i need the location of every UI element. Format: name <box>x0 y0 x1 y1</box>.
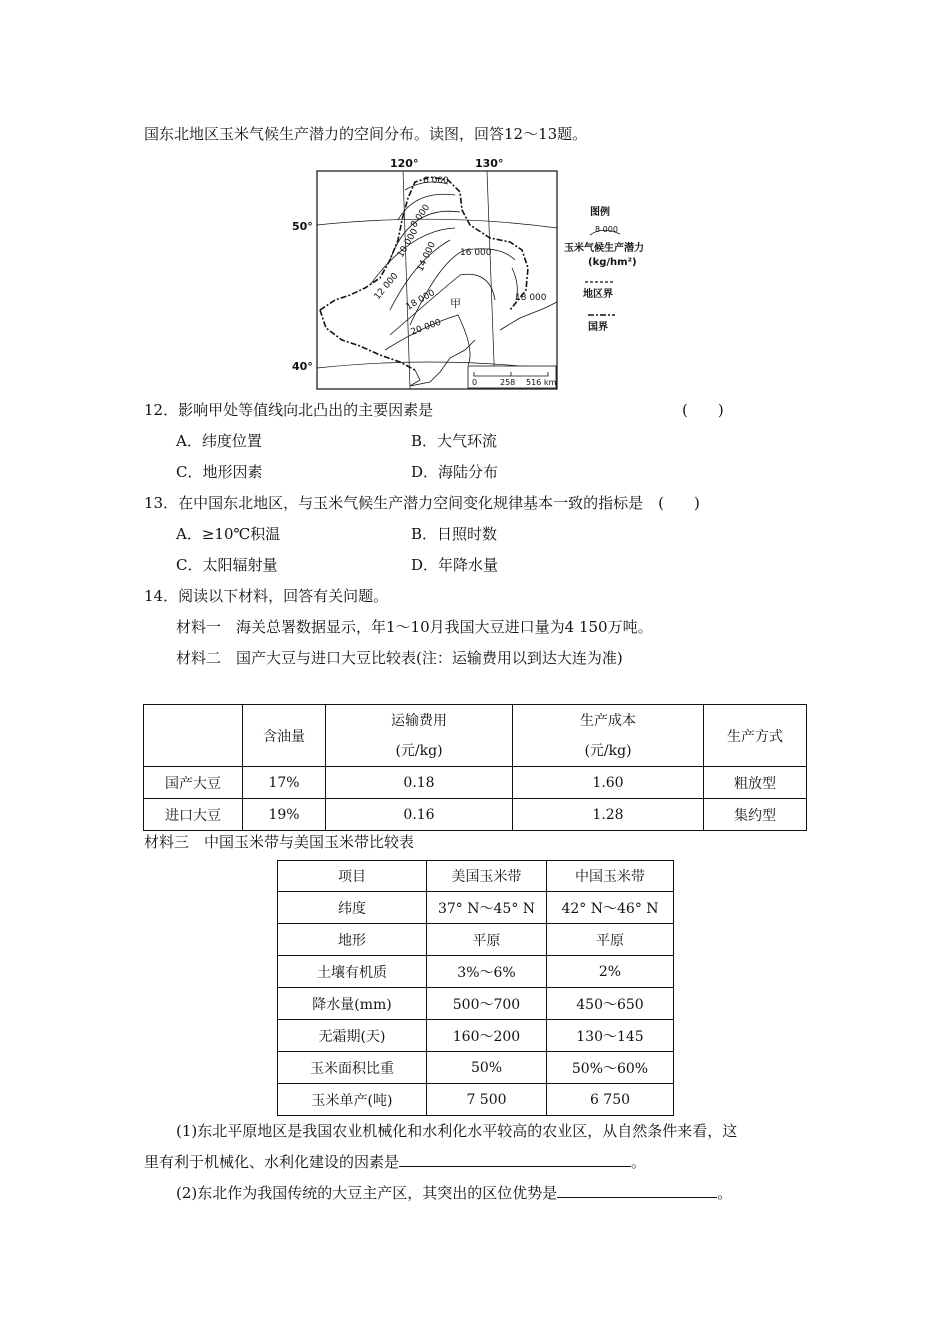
answer-blank-1[interactable] <box>399 1166 631 1167</box>
material-2: 材料二 国产大豆与进口大豆比较表(注：运输费用以到达大连为准) <box>176 649 623 667</box>
legend-region-border: 地区界 <box>583 289 613 300</box>
lon-label-120: 120° <box>390 157 419 170</box>
contour-label-12000: 12 000 <box>372 271 401 302</box>
map-frame <box>317 171 557 389</box>
contour-label-16000: 16 000 <box>460 248 492 258</box>
table-row: 玉米单产(吨) 7 500 6 750 <box>278 1084 674 1116</box>
q12-stem: 12．影响甲处等值线向北凸出的主要因素是 <box>144 401 434 419</box>
q13-option-b: B．日照时数 <box>411 525 498 543</box>
intro-text: 国东北地区玉米气候生产潜力的空间分布。读图，回答12～13题。 <box>144 125 588 143</box>
table-row: 国产大豆 17% 0.18 1.60 粗放型 <box>144 767 807 799</box>
legend-national-border: 国界 <box>588 322 608 333</box>
material-3: 材料三 中国玉米带与美国玉米带比较表 <box>144 833 415 851</box>
national-border-south <box>320 310 415 370</box>
scale-label-0: 0 <box>472 378 478 387</box>
table1-header-transport: 运输费用 (元/kg) <box>326 705 513 767</box>
table-row: 无霜期(天) 160～200 130～145 <box>278 1020 674 1052</box>
q14-stem: 14．阅读以下材料，回答有关问题。 <box>144 587 389 605</box>
q13-option-d: D．年降水量 <box>411 556 499 574</box>
table-row: 玉米面积比重 50% 50%～60% <box>278 1052 674 1084</box>
legend-title: 图例 <box>590 207 610 218</box>
table1-header-row <box>144 705 807 767</box>
q13-option-a: A．≥10℃积温 <box>176 525 281 543</box>
corn-belt-comparison-table <box>277 860 674 1116</box>
national-border <box>320 177 528 310</box>
table-row: 降水量(mm) 500～700 450～650 <box>278 988 674 1020</box>
contour-label-8000: 8 000 <box>409 202 433 230</box>
legend-contour-label: 玉米气候生产潜力 <box>564 243 644 254</box>
scale-label-258: 258 <box>500 378 516 387</box>
table-row: 土壤有机质 3%～6% 2% <box>278 956 674 988</box>
table2-header-row: 项目 美国玉米带 中国玉米带 <box>278 861 674 892</box>
contour-label-6000: 6 000 <box>423 176 449 186</box>
korea-coast <box>500 302 557 330</box>
table1-header-blank <box>144 705 243 767</box>
table-row: 进口大豆 19% 0.16 1.28 集约型 <box>144 799 807 831</box>
q12-option-b: B．大气环流 <box>411 432 498 450</box>
parallel-50 <box>317 219 557 228</box>
legend-contour-value: 8 000 <box>595 225 618 234</box>
corn-potential-map <box>290 150 670 395</box>
soybean-comparison-table <box>143 704 807 831</box>
q13-stem: 13．在中国东北地区，与玉米气候生产潜力空间变化规律基本一致的指标是 ( ) <box>144 494 700 512</box>
table-row: 纬度 37° N～45° N 42° N～46° N <box>278 892 674 924</box>
table-row: 地形 平原 平原 <box>278 924 674 956</box>
contour-label-18000-east: 18 000 <box>515 293 547 303</box>
scale-label-516: 516 km <box>526 378 557 387</box>
sub-question-2: (2)东北作为我国传统的大豆主产区，其突出的区位优势是 。 <box>176 1184 733 1202</box>
sub-question-1-line-1: (1)东北平原地区是我国农业机械化和水利化水平较高的农业区，从自然条件来看，这 <box>176 1122 738 1140</box>
lon-label-130: 130° <box>475 157 504 170</box>
table1-header-mode: 生产方式 <box>704 705 807 767</box>
contour-label-10000: 10 000 <box>395 227 421 260</box>
lat-label-40: 40° <box>292 360 313 373</box>
meridian-130 <box>487 171 495 389</box>
contour-label-14000: 14 000 <box>415 240 439 274</box>
legend-contour-unit: (kg/hm²) <box>588 257 637 268</box>
answer-blank-2[interactable] <box>557 1197 717 1198</box>
place-jia: 甲 <box>450 297 461 310</box>
sub-question-1-line-2: 里有利于机械化、水利化建设的因素是 。 <box>144 1153 647 1171</box>
q12-option-c: C．地形因素 <box>176 463 263 481</box>
contour-label-20000: 20 000 <box>409 317 443 338</box>
q13-option-c: C．太阳辐射量 <box>176 556 278 574</box>
material-1: 材料一 海关总署数据显示，年1～10月我国大豆进口量为4 150万吨。 <box>176 618 653 636</box>
q12-option-d: D．海陆分布 <box>411 463 499 481</box>
contour-label-18000: 18 000 <box>404 288 437 313</box>
coastline <box>410 340 478 387</box>
q12-answer-paren: ( ) <box>682 401 724 419</box>
q12-option-a: A．纬度位置 <box>176 432 262 450</box>
lat-label-50: 50° <box>292 220 313 233</box>
table1-header-oil: 含油量 <box>243 705 326 767</box>
table1-header-cost: 生产成本 (元/kg) <box>513 705 704 767</box>
